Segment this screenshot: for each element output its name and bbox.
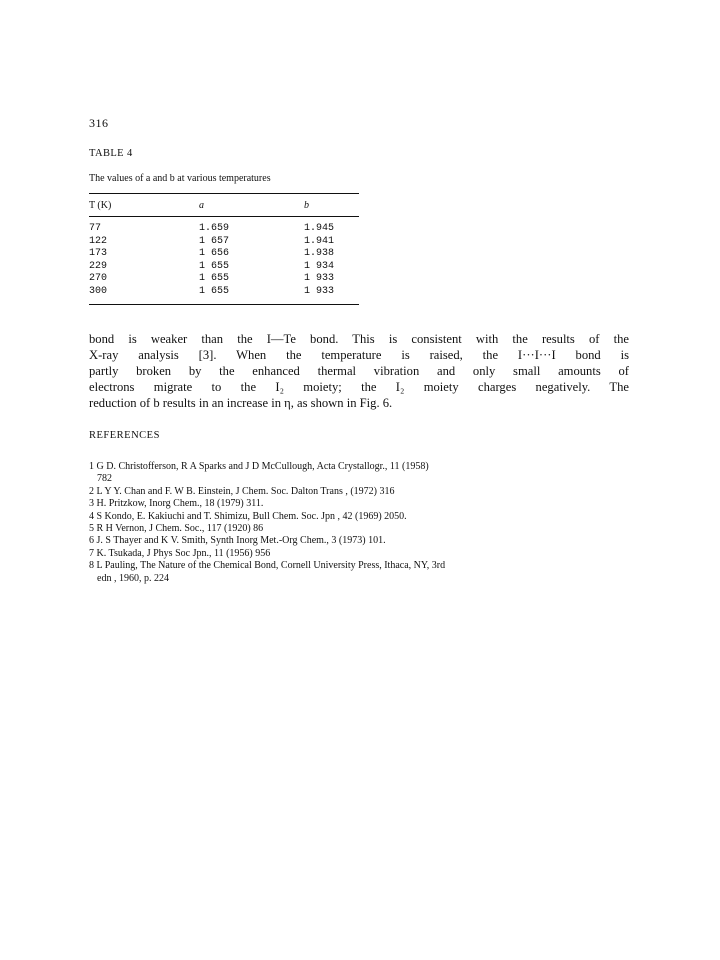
reference-item bbox=[89, 498, 634, 510]
reference-text: 3 H. Pritzkow, Inorg Chem., 18 (1979) 311. bbox=[89, 498, 264, 510]
reference-text: 6 J. S Thayer and K V. Smith, Synth Inorg Met.-Org Chem., 3 (1973) 101. bbox=[89, 535, 386, 547]
table-cell: 77 bbox=[89, 223, 102, 234]
body-line: bond is weaker than the I—Te bond. This is consistent with the results of the bbox=[89, 332, 629, 346]
reference-continuation: 782 bbox=[97, 473, 112, 485]
reference-text: 7 K. Tsukada, J Phys Soc Jpn., 11 (1956) 956 bbox=[89, 547, 271, 559]
reference-text: 5 R H Vernon, J Chem. Soc., 117 (1920) 86 bbox=[89, 523, 264, 535]
reference-item bbox=[89, 523, 634, 535]
table-header-cell: b bbox=[304, 200, 309, 211]
table-row bbox=[89, 261, 359, 274]
data-table bbox=[89, 194, 359, 304]
reference-text: 2 L Y Y. Chan and F. W B. Einstein, J Chem. Soc. Dalton Trans , (1972) 316 bbox=[89, 485, 395, 497]
reference-continuation: edn , 1960, p. 224 bbox=[97, 572, 169, 584]
table-row bbox=[89, 248, 359, 261]
table-cell: 173 bbox=[89, 248, 108, 259]
table-row bbox=[89, 236, 359, 249]
table-cell: 1.938 bbox=[304, 248, 335, 259]
reference-item bbox=[89, 511, 634, 523]
body-paragraph bbox=[89, 331, 629, 411]
table-cell: 1 934 bbox=[304, 260, 335, 272]
data-table-container bbox=[89, 193, 359, 305]
table-header-cell: T (K) bbox=[89, 200, 112, 211]
reference-text: 1 G D. Christofferson, R A Sparks and J D McCullough, Acta Crystallogr., 11 (1958) bbox=[89, 461, 429, 472]
table-label: TABLE 4 bbox=[89, 148, 133, 159]
references-list bbox=[89, 461, 634, 585]
references-heading: REFERENCES bbox=[89, 430, 160, 441]
table-cell: 1.659 bbox=[199, 223, 230, 234]
table-cell: 1 655 bbox=[199, 285, 230, 297]
table-bottom-rule bbox=[89, 304, 359, 305]
table-cell: 1 933 bbox=[304, 285, 335, 297]
reference-item bbox=[89, 535, 634, 547]
table-cell: 1 656 bbox=[199, 248, 230, 259]
table-cell: 1 657 bbox=[199, 235, 230, 247]
reference-item bbox=[89, 548, 634, 560]
reference-item bbox=[89, 560, 634, 585]
table-row bbox=[89, 273, 359, 286]
table-cell: 1 655 bbox=[199, 273, 230, 284]
reference-item bbox=[89, 461, 634, 486]
table-cell: 1.945 bbox=[304, 223, 335, 234]
reference-item bbox=[89, 486, 634, 498]
reference-text: 8 L Pauling, The Nature of the Chemical Bond, Cornell University Press, Ithaca, NY, 3rd bbox=[89, 560, 446, 572]
body-line: partly broken by the enhanced thermal vibration and only small amounts of bbox=[89, 364, 629, 378]
table-cell: 270 bbox=[89, 273, 108, 284]
table-row bbox=[89, 286, 359, 305]
body-line: electrons migrate to the I₂ moiety; the I₂ moiety charges negatively. The bbox=[89, 380, 629, 394]
table-cell: 1.941 bbox=[304, 235, 335, 247]
body-line: reduction of b results in an increase in η, as shown in Fig. 6. bbox=[89, 396, 393, 410]
table-caption: The values of a and b at various temperatures bbox=[89, 173, 271, 184]
table-cell: 229 bbox=[89, 260, 108, 272]
table-cell: 1 655 bbox=[199, 260, 230, 272]
table-cell: 122 bbox=[89, 235, 108, 247]
table-header-row bbox=[89, 194, 359, 216]
table-header-cell: a bbox=[199, 200, 204, 211]
table-cell: 1 933 bbox=[304, 273, 335, 284]
reference-text: 4 S Kondo, E. Kakiuchi and T. Shimizu, Bull Chem. Soc. Jpn , 42 (1969) 2050. bbox=[89, 510, 407, 522]
table-row bbox=[89, 217, 359, 236]
body-line: X-ray analysis [3]. When the temperature is raised, the I···I···I bond is bbox=[89, 348, 629, 362]
table-cell: 300 bbox=[89, 285, 108, 297]
page-number: 316 bbox=[89, 116, 109, 130]
